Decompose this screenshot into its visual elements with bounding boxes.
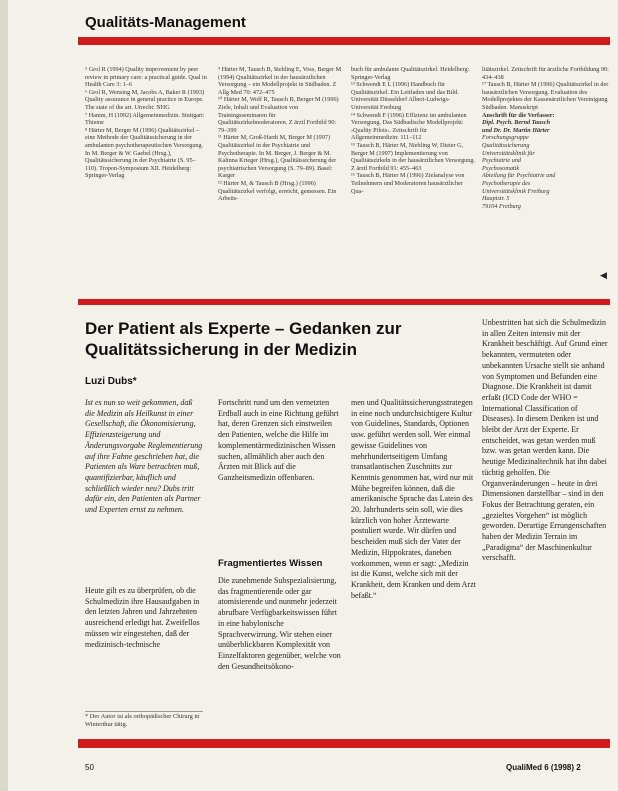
reference-item: ⁷ Hamm, H (1992) Allgemeinmedizin. Stuttgart: Thieme <box>85 111 205 127</box>
reference-item: ¹¹ Härter M, Groß-Hardt M, Berger M (1997) Qualitätszirkel in der Psychiatrie und Psychotherapie. In M. Berger, J. Berger & M. Kalinna Krieger (Hrsg.), Qualitätssicherung der psychiatrischen Versorgung (S. 79–89). Basel: Karger <box>218 134 337 180</box>
author-footnote: * Der Autor ist als orthopädischer Chirurg in Winterthur tätig. <box>85 711 203 728</box>
address-line: Psychotherapie des <box>482 179 531 187</box>
address-line: und Dr. Dr. Martin Härter <box>482 126 550 134</box>
address-line: Abteilung für Psychiatrie und <box>482 172 556 180</box>
author-address-block <box>482 66 610 210</box>
references-column-3 <box>351 66 475 195</box>
address-line: Psychiatrie und <box>482 157 522 165</box>
reference-item: ¹⁶ Tausch B, Härter M (1996) Zielanalyse von Teilnehmern und Moderatoren hausärztlicher Qua- <box>351 172 465 195</box>
end-marker-icon: ◀ <box>600 270 607 280</box>
article-author: Luzi Dubs* <box>85 376 137 387</box>
subheading: Fragmentiertes Wissen <box>218 558 323 569</box>
reference-item: ⁵ Grol R (1994) Quality improvement by peer review in primary care: a practical guide. Qual in Health Care 3: 1–6 <box>85 66 207 89</box>
address-label: Anschrift für die Verfasser: <box>482 111 555 119</box>
address-line: Forschungsgruppe <box>482 134 529 142</box>
reference-item: buch für ambulante Qualitätszirkel. Heidelberg: Springer-Verlag <box>351 66 470 81</box>
reference-item: ¹² Härter M, & Tausch B (Hrsg.) (1996) Qualitätszirkel verfolgt, erreicht, gemessen. Ein Arbeits- <box>218 179 337 203</box>
bottom-red-rule <box>78 739 610 748</box>
reference-item: ¹⁵ Tausch B, Härter M, Niebling W, Dieter G, Berger M (1997) Implementierung von Qualitätszirkeln in der hausärztlichen Versorgung. Z ärztl Fortbild 91: 455–463 <box>351 141 475 172</box>
address-line: Qualitätssicherung <box>482 141 530 149</box>
reference-item: ⁶ Grol R, Wensing M, Jacobs A, Baker R (1993) Quality assurance in general practice in Europe. The state of the art. Utrecht: NHG <box>85 88 205 111</box>
article-body-col1: Heute gilt es zu überprüfen, ob die Schulmedizin ihre Hausaufgaben in den letzten Jahren und Jahrzehnten ausreichend erledigt hat. Zweifellos müssen wir eingestehen, daß der medizinisch-technische <box>85 586 200 649</box>
scan-edge-shadow <box>0 0 8 791</box>
address-line: Universitätsklinik für <box>482 149 535 157</box>
reference-item: ⁹ Härter M, Tausch B, Stehling E, Voss, Berger M (1994) Qualitätszirkel in der hausärztlichen Versorgung – ein Modellprojekt in Südbaden. Z Allg Med 70: 472–475 <box>218 66 342 96</box>
references-column-1 <box>85 66 207 180</box>
article-body-col2b: Die zunehmende Subspezialisierung, das fragmentierende oder gar atomisierende und nunmehr jederzeit abrufbare Verfügbarkeitswissen führt in eine babylonische Sprachverwirrung. Wir stehen einer unüberblickbaren Komplexität von Einzelfaktoren gegenüber, welche von den Gesundheitsökono- <box>218 576 341 671</box>
reference-item: ¹⁴ Schwendt F (1996) Effizienz im ambulanten Versorgung. Das Südbadische Modellprojekt: ›Quality Pilots‹. Zeitschrift für Allgemeinmedizin: 111–112 <box>351 111 467 142</box>
address-line: Hauptstr. 5 <box>482 195 510 203</box>
page-number: 50 <box>85 763 94 772</box>
address-line: Psychosomatik <box>482 164 520 172</box>
address-line: Dipl. Psych. Bernd Tausch <box>482 119 551 127</box>
address-line: Universitätsklinik Freiburg <box>482 187 550 195</box>
article-body-col3: men und Qualitätssicherungsstrategen in eine noch undurchsichtigere Kultur von Guidelines, Standards, Optionen usw. geführt werden soll. Wer einmal gewisse Guidelines von mehrhundertseitigem Umfang transatlantischen Zuschnitts zur Kenntnis genommen hat, wird nur mit Mühe begreifen können, daß die amerikanische Sprache das Latein des 20. Jahrhunderts sein soll, wie dies kürzlich von hoher Ärztewarte postuliert wurde. Wir dürfen und bescheiden muß sich der Vater der Medizin, Hippokrates, daneben vorkommen, wenn er sagt: „Medizin ist die Kunst, welche sich mit der Krankheit, dem Kranken und dem Arzt befaßt.“ <box>351 398 476 600</box>
section-heading: Qualitäts-Management <box>85 14 246 31</box>
middle-red-rule <box>78 299 610 305</box>
article-title: Der Patient als Experte – Gedanken zur Qualitätssicherung in der Medizin <box>85 319 402 359</box>
reference-item: ¹³ Schwendt E L (1996) Handbuch für Qualitätszirkel. Ein Leitfaden und das Bild. Universität Düsseldorf Albert-Ludwigs-Universität Freiburg <box>351 81 459 111</box>
top-red-rule <box>78 37 610 45</box>
reference-item: ¹⁰ Härter M, Wolf R, Tausch B, Berger M (1996) Ziele, Inhalt und Evaluation von Trainingsseminaren für Qualitätszirkelmoderatoren. Z ärztl Fortbild 90: 79–399 <box>218 96 339 134</box>
article-lead: Ist es nun so weit gekommen, daß die Medizin als Heilkunst in einer Gesellschaft, die Ökonomisierung, Effizienzsteigerung und Änderungsvorgabe Reglementierung auf ihre Fahne geschrieben hat, die Patienten als Ware betrachten muß, quantifizierbar, käuflich und schließlich wieder neu? Dubs tritt dafür ein, den Patienten als Partner und Experten ernst zu nehmen. <box>85 398 203 515</box>
address-line: 79104 Freiburg <box>482 202 521 210</box>
article-body-col2: Fortschritt rund um den vernetzten Erdball auch in eine Richtung geführt hat, deren Grenzen sich einstweilen den Patienten, welche die Hilfe im komplementärmedizinischen Wissen suchen, allmählich aber auch den Ärzten mit Blick auf die Ganzheitsmedizin offenbaren. <box>218 398 339 482</box>
reference-item: litätszirkel. Zeitschrift für ärztliche Fortbildung 90: 434–438 <box>482 66 609 81</box>
references-column-2 <box>218 66 342 203</box>
article-body-col4: Unbestritten hat sich die Schulmedizin in allen Zeiten intensiv mit der Krankheit beschäftigt. Auf Grund einer bekannten, vermuteten oder unbekannten Ursache stellt sie anhand von Symptomen und Befunden eine Diagnose. Die Krankheit ist damit erfaßt (ICD Code der WHO = International Classification of Diseases). In diesem Denken ist und bleibt der Arzt der Experte. Er entscheidet, was getan werden muß bzw. was getan werden kann. Die heutige Medizinaltechnik hat ihn dabei tüchtig geholfen. Die Organveränderungen – heute in drei Dimensionen darstellbar – sind in den Fokus der Betrachtung geraten, ein „gezieltes Vorgehen“ ist möglich geworden. Derartige Errungenschaften haben der Medizin Terrain im „Paradigma“ der Maschinenkultur verschafft. <box>482 318 608 563</box>
reference-item: ¹⁷ Tausch B, Härter M (1996) Qualitätszirkel in der hausärztlichen Versorgung. Evaluation des Modellprojektes der Kassenärztlichen Vereinigung Südbaden. Manuskript <box>482 81 609 111</box>
journal-citation: QualiMed 6 (1998) 2 <box>506 763 581 772</box>
reference-item: ⁸ Härter M, Berger M (1996) Qualitätszirkel – eine Methode der Qualitätssicherung in der ambulanten psychotherapeutischen Versorgung. In M. Berger & W. Gaebel (Hrsg.), Qualitätssicherung in der Psychiatrie (S. 95–110). Tropon-Symposium XII. Heidelberg: Springer-Verlag <box>85 126 204 180</box>
